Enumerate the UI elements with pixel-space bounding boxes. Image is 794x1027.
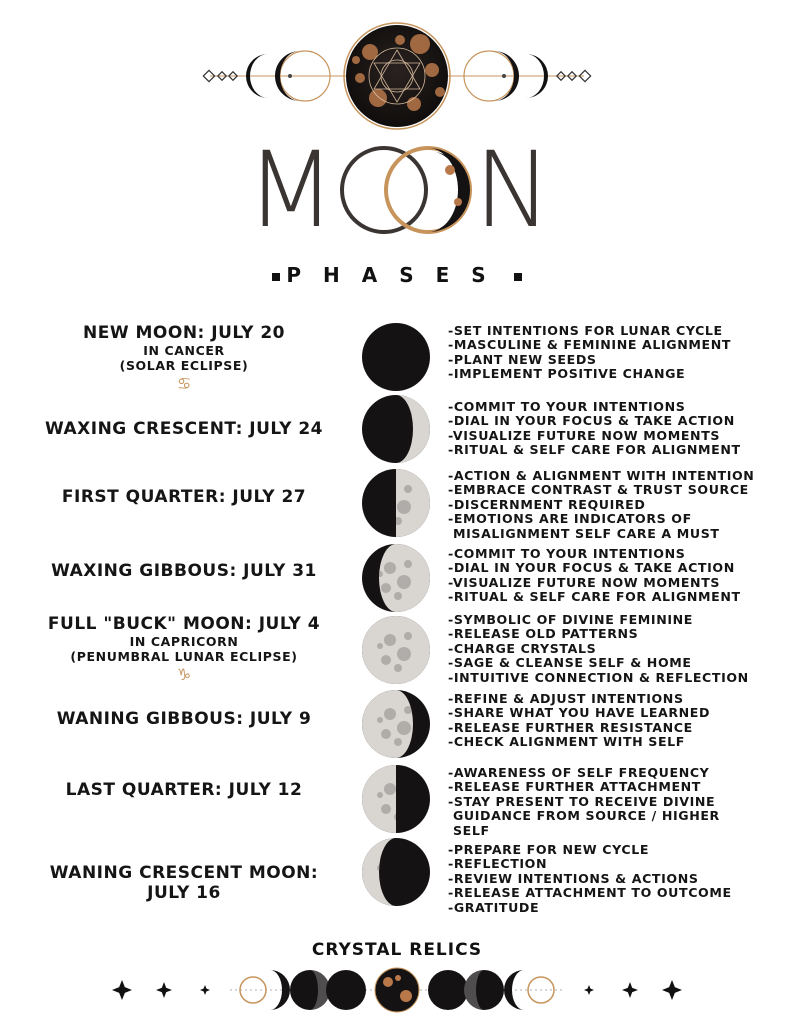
phase-name: WAXING GIBBOUS: JULY 31 xyxy=(51,561,317,581)
subtitle-left-square-icon xyxy=(272,273,280,281)
phase-notes-list xyxy=(448,843,788,915)
phase-note: -ACTION & ALIGNMENT WITH INTENTION xyxy=(448,468,755,483)
phase-name: WANING GIBBOUS: JULY 9 xyxy=(56,709,312,729)
moon-phase-icon xyxy=(360,614,432,686)
subtitle-right-square-icon xyxy=(514,273,522,281)
moon-phase-icon xyxy=(360,393,432,465)
phase-label-block xyxy=(14,863,354,903)
phase-subtitle: (SOLAR ECLIPSE) xyxy=(119,358,249,373)
phase-label-block xyxy=(14,561,354,581)
phase-note: -IMPLEMENT POSITIVE CHANGE xyxy=(448,366,686,382)
phase-name: FULL "BUCK" MOON: JULY 4 xyxy=(47,614,321,634)
phase-notes-list xyxy=(448,547,788,605)
footer-moon-row-icon xyxy=(240,968,554,1012)
phase-note: GUIDANCE FROM SOURCE / HIGHER xyxy=(448,808,720,824)
phase-note: -RELEASE ATTACHMENT TO OUTCOME xyxy=(448,885,732,901)
subtitle-text: PHASES xyxy=(286,263,508,287)
phase-note: -VISUALIZE FUTURE NOW MOMENTS xyxy=(448,574,721,590)
moon-phase-icon xyxy=(360,467,432,539)
phase-note: -INTUITIVE CONNECTION & REFLECTION xyxy=(448,669,749,685)
phase-name-continued: JULY 16 xyxy=(147,883,221,903)
phase-note: -STAY PRESENT TO RECEIVE DIVINE xyxy=(448,793,716,809)
crystal-relics-title: CRYSTAL RELICS xyxy=(311,940,483,960)
moon-phase-icon xyxy=(360,688,432,760)
phase-note: -RELEASE FURTHER ATTACHMENT xyxy=(448,779,701,795)
footer-moon-phase-ornament xyxy=(0,958,794,1018)
phase-note: -CHECK ALIGNMENT WITH SELF xyxy=(448,734,685,750)
phase-note: -RELEASE FURTHER RESISTANCE xyxy=(448,719,693,735)
phase-note: -RITUAL & SELF CARE FOR ALIGNMENT xyxy=(448,589,741,605)
title-letter-m: M xyxy=(246,129,336,251)
phase-note: -SAGE & CLEANSE SELF & HOME xyxy=(448,655,692,671)
phase-note: -VISUALIZE FUTURE NOW MOMENTS xyxy=(448,427,721,443)
phase-label-block xyxy=(14,614,354,686)
phase-note: -SET INTENTIONS FOR LUNAR CYCLE xyxy=(448,323,723,338)
footer-right-stars-icon xyxy=(584,980,682,1000)
phase-note: -AWARENESS OF SELF FREQUENCY xyxy=(448,765,710,780)
phase-note: -REVIEW INTENTIONS & ACTIONS xyxy=(448,870,699,886)
phase-subtitle: IN CANCER xyxy=(143,343,225,358)
phase-note: -MASCULINE & FEMININE ALIGNMENT xyxy=(448,337,732,353)
phase-name: WAXING CRESCENT: JULY 24 xyxy=(45,419,323,439)
phase-note: -REFLECTION xyxy=(448,856,548,872)
moon-phase-icon xyxy=(360,321,432,393)
phase-note: -REFINE & ADJUST INTENTIONS xyxy=(448,691,684,706)
title-double-o-moon-icon xyxy=(340,140,480,240)
phase-notes-list xyxy=(448,692,788,750)
phase-label-block xyxy=(14,323,354,395)
phase-note: SELF xyxy=(448,822,490,838)
moon-phase-icon xyxy=(360,836,432,908)
phase-name: LAST QUARTER: JULY 12 xyxy=(65,780,303,800)
center-full-moon-emblem-icon xyxy=(344,23,450,129)
phase-subtitle: IN CAPRICORN xyxy=(129,634,239,649)
phase-note: -EMOTIONS ARE INDICATORS OF xyxy=(448,511,692,527)
phase-name: FIRST QUARTER: JULY 27 xyxy=(61,487,307,507)
phase-note: -SHARE WHAT YOU HAVE LEARNED xyxy=(448,705,711,721)
phase-subtitle: (PENUMBRAL LUNAR ECLIPSE) xyxy=(70,649,298,664)
phase-notes-list xyxy=(448,400,788,458)
footer-left-stars-icon xyxy=(112,980,210,1000)
phase-note: -DIAL IN YOUR FOCUS & TAKE ACTION xyxy=(448,560,735,576)
phase-note: -PREPARE FOR NEW CYCLE xyxy=(448,842,650,857)
phase-note: -COMMIT TO YOUR INTENTIONS xyxy=(448,546,686,561)
phase-label-block xyxy=(14,709,354,729)
phase-note: MISALIGNMENT SELF CARE A MUST xyxy=(448,525,720,541)
phase-note: -SYMBOLIC OF DIVINE FEMININE xyxy=(448,612,693,627)
moon-phase-icon xyxy=(360,542,432,614)
phase-note: -RITUAL & SELF CARE FOR ALIGNMENT xyxy=(448,442,741,458)
phase-label-block xyxy=(14,487,354,507)
phase-label-block xyxy=(14,419,354,439)
phase-name: WANING CRESCENT MOON: xyxy=(49,863,319,883)
phase-note: -DISCERNMENT REQUIRED xyxy=(448,496,646,512)
phase-notes-list xyxy=(448,613,788,685)
zodiac-sign-icon: ♑ xyxy=(176,665,192,684)
phase-note: -DIAL IN YOUR FOCUS & TAKE ACTION xyxy=(448,413,735,429)
phase-name: NEW MOON: JULY 20 xyxy=(83,323,285,343)
phase-note: -PLANT NEW SEEDS xyxy=(448,351,597,367)
subtitle xyxy=(0,263,794,287)
header-moon-phase-ornament xyxy=(0,0,794,140)
phase-note: -CHARGE CRYSTALS xyxy=(448,640,597,656)
phase-notes-list xyxy=(448,324,788,382)
zodiac-sign-icon: ♋ xyxy=(176,374,192,393)
phase-notes-list xyxy=(448,469,788,541)
phase-note: -RELEASE OLD PATTERNS xyxy=(448,626,639,642)
phase-label-block xyxy=(14,780,354,800)
moon-phase-icon xyxy=(360,763,432,835)
phase-note: -EMBRACE CONTRAST & TRUST SOURCE xyxy=(448,482,749,498)
phase-note: -GRATITUDE xyxy=(448,899,540,915)
title-letter-n: N xyxy=(474,129,552,251)
phase-note: -COMMIT TO YOUR INTENTIONS xyxy=(448,399,686,414)
page-title xyxy=(0,129,794,251)
phase-notes-list xyxy=(448,766,788,838)
